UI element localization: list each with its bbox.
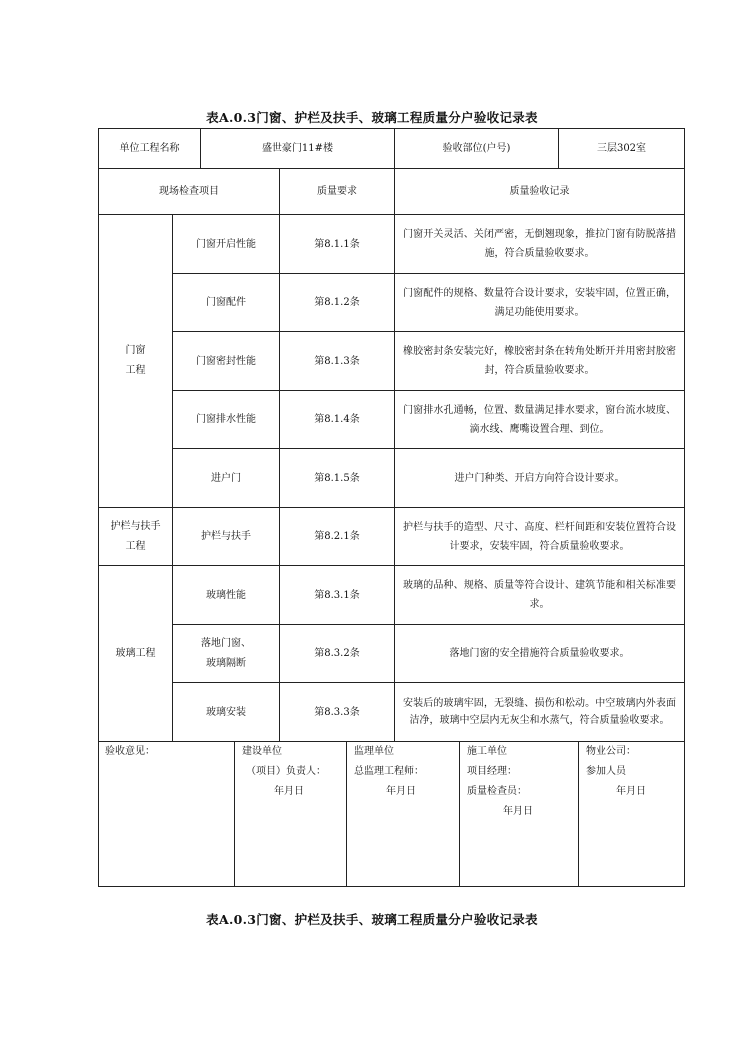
row-requirement: 第8.1.1条 — [314, 238, 360, 250]
row-requirement: 第8.1.2条 — [314, 297, 360, 308]
row-requirement: 第8.3.2条 — [314, 648, 360, 659]
column-header-record: 质量验收记录 — [509, 186, 570, 197]
quality-inspector-label: 质量检查员： — [467, 786, 527, 797]
row-record: 落地门窗的安全措施符合质量验收要求。 — [449, 648, 630, 659]
builder-unit-label: 建设单位 — [242, 746, 282, 757]
row-record: 进户门种类、开启方向符合设计要求。 — [454, 472, 625, 484]
row-requirement: 第8.3.1条 — [314, 589, 360, 601]
row-record: 门窗排水孔通畅，位置、数量满足排水要求，窗台流水坡度、滴水线、鹰嘴设置合理、到位。 — [403, 404, 676, 435]
supervisor-signature-block — [354, 742, 424, 802]
constructor-unit-label: 施工单位 — [467, 746, 507, 757]
supervisor-unit-label: 监理单位 — [354, 746, 394, 757]
group-railing-handrail: 护栏与扶手 工程 — [110, 520, 161, 552]
row-requirement: 第8.3.3条 — [314, 706, 360, 718]
group-door-window: 门窗 工程 — [125, 345, 146, 376]
property-signature-block — [586, 742, 646, 802]
builder-responsible-label: （项目）负责人： — [246, 766, 326, 777]
supervisor-date: 年月日 — [386, 786, 416, 797]
row-item: 进户门 — [211, 472, 241, 484]
constructor-date: 年月日 — [503, 806, 533, 817]
row-item: 护栏与扶手 — [201, 531, 251, 542]
row-item: 门窗开启性能 — [196, 238, 256, 250]
inspection-part-value: 三层302室 — [596, 143, 647, 154]
row-item: 落地门窗、 玻璃隔断 — [201, 637, 251, 669]
row-item: 门窗配件 — [206, 297, 246, 308]
form-title: 表A.0.3门窗、护栏及扶手、玻璃工程质量分户验收记录表 — [206, 110, 538, 125]
row-record: 门窗配件的规格、数量符合设计要求，安装牢固，位置正确，满足功能使用要求。 — [403, 287, 676, 318]
acceptance-opinion-label: 验收意见： — [105, 746, 155, 757]
constructor-signature-block — [467, 742, 533, 822]
builder-date: 年月日 — [274, 786, 304, 797]
column-header-requirement: 质量要求 — [317, 186, 357, 197]
row-record: 玻璃的品种、规格、质量等符合设计、建筑节能和相关标准要求。 — [403, 580, 676, 610]
row-item: 玻璃性能 — [206, 589, 246, 601]
form-title-repeat: 表A.0.3门窗、护栏及扶手、玻璃工程质量分户验收记录表 — [206, 912, 538, 927]
row-record: 门窗开关灵活、关闭严密，无倒翘现象，推拉门窗有防脱落措施，符合质量验收要求。 — [403, 229, 676, 259]
row-record: 护栏与扶手的造型、尺寸、高度、栏杆间距和安装位置符合设计要求，安装牢固，符合质量验收要求。 — [403, 521, 676, 552]
project-manager-label: 项目经理： — [467, 766, 517, 777]
row-record: 安装后的玻璃牢固，无裂缝、损伤和松动。中空玻璃内外表面洁净，玻璃中空层内无灰尘和水蒸气，符合质量验收要求。 — [403, 698, 676, 726]
property-company-label: 物业公司： — [586, 746, 636, 757]
row-item: 门窗密封性能 — [196, 355, 256, 367]
row-requirement: 第8.1.5条 — [314, 472, 360, 484]
participants-label: 参加人员 — [586, 766, 626, 777]
builder-signature-block — [242, 742, 326, 802]
property-date: 年月日 — [616, 786, 646, 797]
row-item: 门窗排水性能 — [196, 414, 256, 425]
row-record: 橡胶密封条安装完好，橡胶密封条在转角处断开并用密封胶密封，符合质量验收要求。 — [403, 346, 676, 376]
group-glass: 玻璃工程 — [115, 648, 156, 659]
row-item: 玻璃安装 — [206, 706, 246, 718]
row-requirement: 第8.1.3条 — [314, 355, 360, 367]
row-requirement: 第8.1.4条 — [314, 414, 360, 425]
unit-name-label: 单位工程名称 — [119, 143, 180, 154]
inspection-part-label: 验收部位(户号) — [442, 143, 511, 154]
chief-supervisor-label: 总监理工程师： — [354, 766, 424, 777]
unit-name-value: 盛世豪门11#楼 — [261, 143, 334, 154]
row-requirement: 第8.2.1条 — [314, 531, 360, 542]
column-header-item: 现场检查项目 — [159, 186, 219, 197]
